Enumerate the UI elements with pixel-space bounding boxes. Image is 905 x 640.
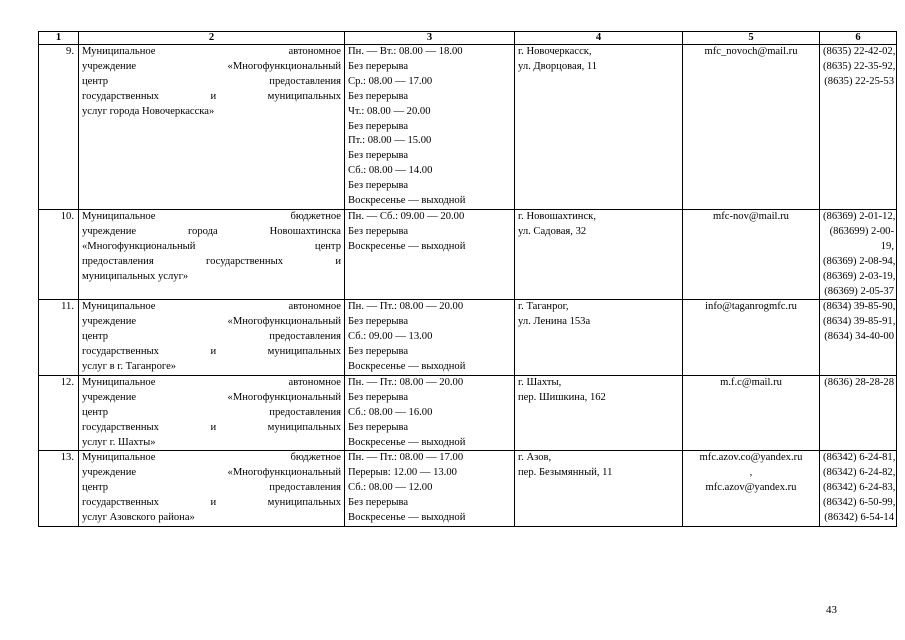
phones-cell (820, 45, 897, 210)
hours-line: Сб.: 08.00 — 16.00 (348, 406, 433, 418)
header-col-3: 3 (345, 32, 515, 45)
table-row (39, 300, 897, 376)
email-line: mfc_novoch@mail.ru (704, 46, 798, 57)
org-name-line: центр предоставления (82, 406, 341, 418)
phone-line: (86342) 6-24-83, (823, 482, 896, 494)
hours-line: Без перерыва (348, 225, 409, 237)
hours-line: Пн. — Сб.: 09.00 — 20.00 (348, 210, 465, 222)
org-name-cell (79, 209, 345, 299)
org-name-line: центр предоставления (82, 331, 341, 343)
org-name-line: Муниципальное бюджетное (82, 452, 341, 464)
address-line: пер. Шишкина, 162 (518, 391, 606, 403)
header-row (39, 32, 897, 45)
org-name-cell (79, 375, 345, 451)
email-cell (683, 300, 820, 376)
org-name-line: государственных и муниципальных (82, 346, 341, 358)
email-cell (683, 45, 820, 210)
org-name-line: Муниципальное бюджетное (82, 210, 341, 222)
phone-line: (86342) 6-24-81, (823, 452, 896, 464)
phone-line: (86342) 6-50-99, (823, 497, 896, 509)
phone-line: (86369) 2-08-94, (823, 255, 896, 267)
address-cell (515, 300, 683, 376)
hours-cell (345, 375, 515, 451)
table-row (39, 375, 897, 451)
phones-cell (820, 300, 897, 376)
org-name-line: муниципальных услуг» (82, 270, 189, 282)
address-line: г. Новошахтинск, (518, 210, 596, 222)
hours-line: Воскресенье — выходной (348, 195, 466, 207)
hours-line: Пн. — Пт.: 08.00 — 20.00 (348, 376, 464, 388)
org-name-line: центр предоставления (82, 482, 341, 494)
row-number: 13. (39, 451, 79, 527)
phone-line: (86369) 2-01-12, (823, 210, 896, 222)
address-cell (515, 375, 683, 451)
org-name-cell (79, 45, 345, 210)
phone-line: (8635) 22-25-53 (824, 75, 894, 87)
address-line: пер. Безымянный, 11 (518, 467, 613, 479)
hours-line: Без перерыва (348, 90, 409, 102)
org-name-line: Муниципальное автономное (82, 301, 341, 313)
hours-line: Ср.: 08.00 — 17.00 (348, 75, 433, 87)
hours-line: Без перерыва (348, 497, 409, 509)
hours-cell (345, 45, 515, 210)
hours-line: Без перерыва (348, 60, 409, 72)
hours-line: Без перерыва (348, 316, 409, 328)
table-row (39, 45, 897, 210)
address-line: ул. Дворцовая, 11 (518, 60, 598, 72)
phone-line: (8636) 28-28-28 (824, 376, 894, 388)
org-name-line: учреждение «Многофункциональный (82, 391, 341, 403)
row-number: 9. (39, 45, 79, 210)
org-name-line: учреждение города Новошахтинска (82, 225, 341, 237)
hours-line: Пн. — Пт.: 08.00 — 20.00 (348, 301, 464, 313)
hours-line: Пт.: 08.00 — 15.00 (348, 135, 432, 147)
email-line: info@taganrogmfc.ru (705, 301, 797, 313)
header-col-4: 4 (515, 32, 683, 45)
table-row (39, 451, 897, 527)
hours-cell (345, 300, 515, 376)
hours-line: Без перерыва (348, 421, 409, 433)
hours-line: Без перерыва (348, 120, 409, 132)
phone-line: (8634) 39-85-91, (823, 316, 896, 328)
table-row (39, 209, 897, 299)
phones-cell (820, 209, 897, 299)
hours-line: Без перерыва (348, 150, 409, 162)
phone-line: (8635) 22-35-92, (823, 60, 896, 72)
org-name-line: учреждение «Многофункциональный (82, 467, 341, 479)
phones-cell (820, 451, 897, 527)
phone-line: 19, (880, 240, 894, 252)
email-line: mfc-nov@mail.ru (713, 210, 789, 222)
row-number: 12. (39, 375, 79, 451)
phone-line: (86369) 2-05-37 (824, 285, 894, 297)
org-name-line: услуг города Новочеркасска» (82, 105, 215, 117)
hours-line: Перерыв: 12.00 — 13.00 (348, 467, 457, 479)
org-name-line: Муниципальное автономное (82, 46, 341, 57)
hours-cell (345, 451, 515, 527)
table-body (39, 45, 897, 527)
hours-line: Воскресенье — выходной (348, 436, 466, 448)
org-name-cell (79, 300, 345, 376)
address-cell (515, 451, 683, 527)
address-line: г. Новочеркасск, (518, 46, 592, 57)
org-name-line: учреждение «Многофункциональный (82, 60, 341, 72)
address-line: ул. Садовая, 32 (518, 225, 587, 237)
header-col-5: 5 (683, 32, 820, 45)
hours-line: Воскресенье — выходной (348, 240, 466, 252)
page-number: 43 (826, 604, 837, 616)
row-number: 10. (39, 209, 79, 299)
org-name-line: услуг в г. Таганроге» (82, 361, 177, 373)
org-name-line: услуг Азовского района» (82, 512, 195, 524)
org-name-line: государственных и муниципальных (82, 497, 341, 509)
email-line: , (749, 467, 753, 479)
header-col-2: 2 (79, 32, 345, 45)
email-line: m.f.c@mail.ru (720, 376, 782, 388)
org-name-line: учреждение «Многофункциональный (82, 316, 341, 328)
email-line: mfc.azov.co@yandex.ru (699, 452, 803, 464)
hours-line: Без перерыва (348, 391, 409, 403)
phones-cell (820, 375, 897, 451)
phone-line: (8634) 34-40-00 (824, 331, 894, 343)
email-cell (683, 451, 820, 527)
address-cell (515, 45, 683, 210)
hours-line: Воскресенье — выходной (348, 361, 466, 373)
address-line: ул. Ленина 153а (518, 316, 591, 328)
row-number: 11. (39, 300, 79, 376)
phone-line: (863699) 2-00- (829, 225, 894, 237)
hours-line: Без перерыва (348, 180, 409, 192)
hours-cell (345, 209, 515, 299)
address-line: г. Таганрог, (518, 301, 569, 313)
org-name-cell (79, 451, 345, 527)
hours-line: Сб.: 09.00 — 13.00 (348, 331, 433, 343)
header-col-6: 6 (820, 32, 897, 45)
hours-line: Пн. — Вт.: 08.00 — 18.00 (348, 46, 463, 57)
email-cell (683, 209, 820, 299)
address-cell (515, 209, 683, 299)
phone-line: (86342) 6-24-82, (823, 467, 896, 479)
email-cell (683, 375, 820, 451)
phone-line: (86342) 6-54-14 (824, 512, 894, 524)
address-line: г. Азов, (518, 452, 552, 464)
org-name-line: предоставления государственных и (82, 255, 341, 267)
hours-line: Без перерыва (348, 346, 409, 358)
header-col-1: 1 (39, 32, 79, 45)
email-line: mfc.azov@yandex.ru (705, 482, 797, 494)
org-name-line: «Многофункциональный центр (82, 240, 341, 252)
hours-line: Сб.: 08.00 — 12.00 (348, 482, 433, 494)
hours-line: Воскресенье — выходной (348, 512, 466, 524)
org-name-line: услуг г. Шахты» (82, 436, 156, 448)
phone-line: (8635) 22-42-02, (823, 46, 896, 57)
org-name-line: Муниципальное автономное (82, 376, 341, 388)
org-name-line: центр предоставления (82, 75, 341, 87)
hours-line: Чт.: 08.00 — 20.00 (348, 105, 431, 117)
phone-line: (86369) 2-03-19, (823, 270, 896, 282)
address-line: г. Шахты, (518, 376, 562, 388)
mfc-table (38, 31, 897, 527)
org-name-line: государственных и муниципальных (82, 90, 341, 102)
org-name-line: государственных и муниципальных (82, 421, 341, 433)
phone-line: (8634) 39-85-90, (823, 301, 896, 313)
hours-line: Сб.: 08.00 — 14.00 (348, 165, 433, 177)
hours-line: Пн. — Пт.: 08.00 — 17.00 (348, 452, 464, 464)
